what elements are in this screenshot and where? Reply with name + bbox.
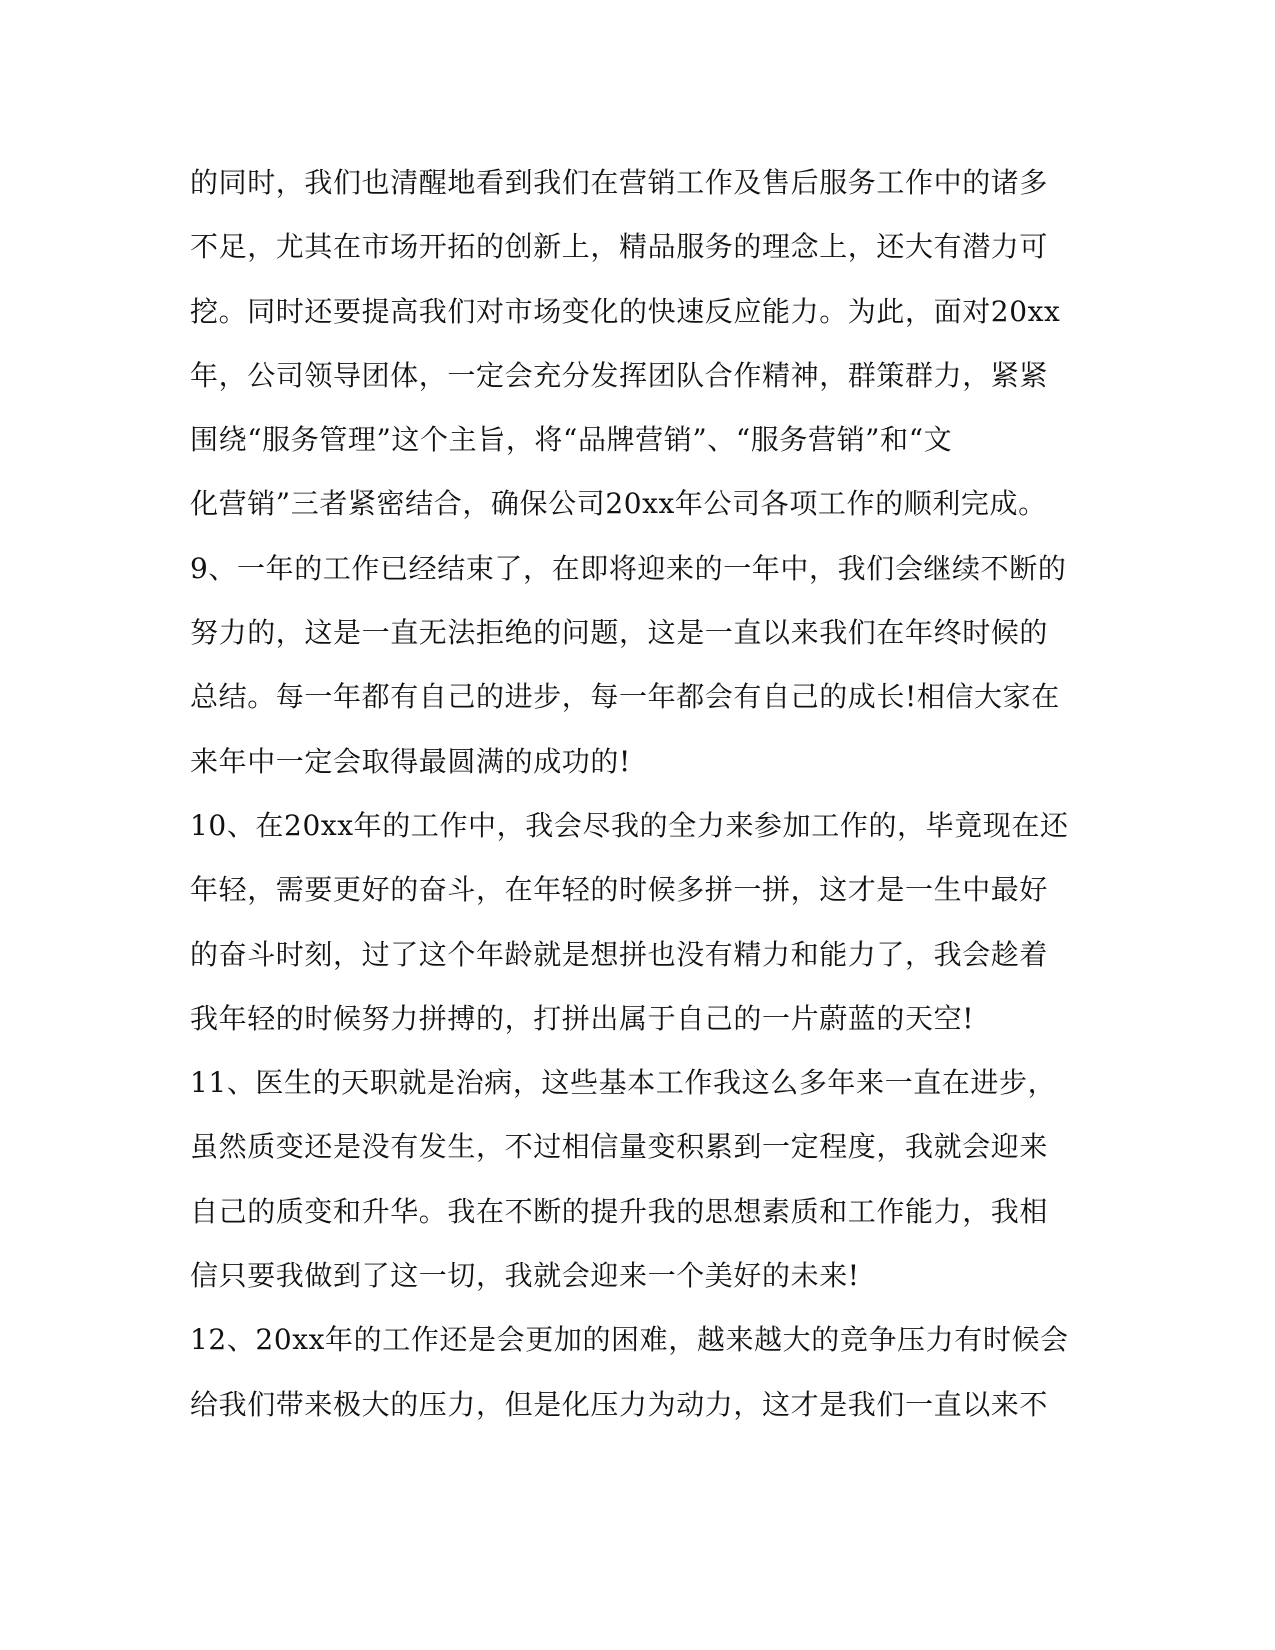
text-line: 不足，尤其在市场开拓的创新上，精品服务的理念上，还大有潜力可	[190, 230, 1049, 264]
text-line: 的奋斗时刻，过了这个年龄就是想拼也没有精力和能力了，我会趁着	[190, 937, 1049, 971]
text-line: 9、一年的工作已经结束了，在即将迎来的一年中，我们会继续不断的	[190, 551, 1067, 585]
text-line: 挖。同时还要提高我们对市场变化的快速反应能力。为此，面对20xx	[190, 294, 1061, 328]
text-line: 虽然质变还是没有发生，不过相信量变积累到一定程度，我就会迎来	[190, 1130, 1049, 1164]
text-line: 11、医生的天职就是治病，这些基本工作我这么多年来一直在进步，	[190, 1066, 1057, 1100]
text-line: 自己的质变和升华。我在不断的提升我的思想素质和工作能力，我相	[190, 1194, 1049, 1228]
text-line: 总结。每一年都有自己的进步，每一年都会有自己的成长!相信大家在	[190, 680, 1060, 714]
text-line: 给我们带来极大的压力，但是化压力为动力，这才是我们一直以来不	[190, 1387, 1049, 1421]
text-line: 10、在20xx年的工作中，我会尽我的全力来参加工作的，毕竟现在还	[190, 808, 1069, 842]
body-text	[190, 164, 1090, 1450]
text-line: 信只要我做到了这一切，我就会迎来一个美好的未来!	[190, 1259, 860, 1293]
text-line: 围绕“服务管理”这个主旨，将“品牌营销”、“服务营销”和“文	[190, 423, 953, 457]
text-line: 来年中一定会取得最圆满的成功的!	[190, 744, 631, 778]
text-line: 12、20xx年的工作还是会更加的困难，越来越大的竞争压力有时候会	[190, 1323, 1069, 1357]
text-line: 年轻，需要更好的奋斗，在年轻的时候多拼一拼，这才是一生中最好	[190, 873, 1049, 907]
text-line: 我年轻的时候努力拼搏的，打拼出属于自己的一片蔚蓝的天空!	[190, 1001, 975, 1035]
text-line: 努力的，这是一直无法拒绝的问题，这是一直以来我们在年终时候的	[190, 616, 1049, 650]
text-line: 年，公司领导团体，一定会充分发挥团队合作精神，群策群力，紧紧	[190, 358, 1049, 392]
text-line: 化营销”三者紧密结合，确保公司20xx年公司各项工作的顺利完成。	[190, 487, 1047, 521]
text-line: 的同时，我们也清醒地看到我们在营销工作及售后服务工作中的诸多	[190, 166, 1049, 199]
